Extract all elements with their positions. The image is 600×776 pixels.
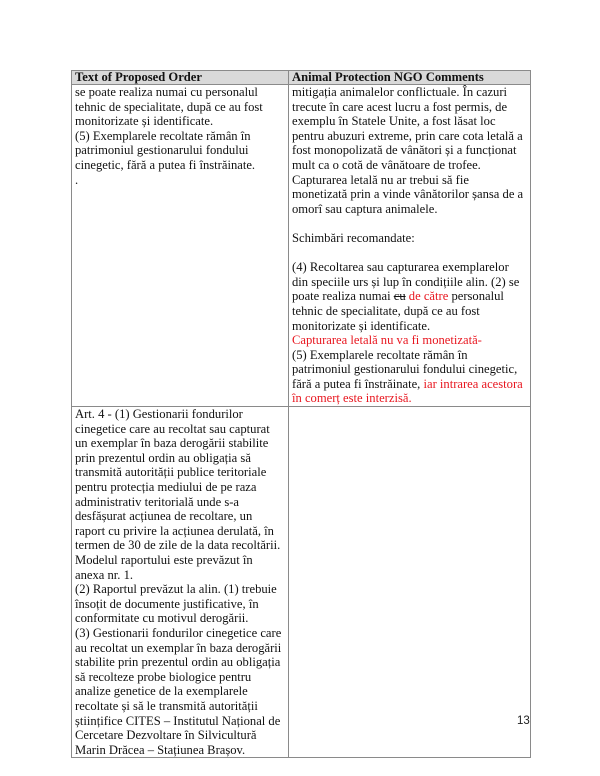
table-header-row xyxy=(72,71,531,85)
page-number: 13 xyxy=(517,715,530,727)
inserted-text: de către xyxy=(405,289,449,304)
order-paragraph: . xyxy=(75,172,79,187)
order-paragraph: (2) Raportul prevăzut la alin. (1) trebuie însoțit de documente justificative, în conformitate cu motivul derogării. xyxy=(75,582,277,626)
inserted-text: iar intrarea acestora în comerț este interzisă. xyxy=(292,376,523,406)
order-paragraph: (5) Exemplarele recoltate rămân în patrimoniul gestionarului fondului cinegetic, fără a putea fi înstrăinate. xyxy=(75,128,256,172)
order-paragraph: Art. 4 - (1) Gestionarii fondurilor cinegetice care au recoltat sau capturat un exemplar în baza derogării stabilite prin prezentul ordin au obligația să transmită autorității publice teritoriale pentru protecția mediului de pe raza administrativ teritorială unde s-a desfășurat acțiunea de recoltare, un raport cu privire la acțiunea derulată, în termen de 30 de zile de la data recoltării. Modelul raportului este prevăzut în anexa nr. 1. xyxy=(75,407,281,582)
ngo-comment-cell xyxy=(289,85,531,407)
header-proposed-order: Text of Proposed Order xyxy=(72,71,289,85)
ngo-comment-cell-empty xyxy=(289,407,531,758)
order-text-cell xyxy=(72,407,289,758)
para4-text: personalul tehnic de specialitate, după ce au fost monitorizate și identificate. xyxy=(292,289,504,333)
comment-paragraph: mitigația animalelor conflictuale. În cazuri trecute în care acest lucru a fost permis, de exemplu în Statele Unite, a fost lăsat loc pentru abuzuri extreme, prin care cota letală a fost monopolizată de vânători și a funcționat mult ca o cotă de vânătoare de trofee. xyxy=(292,85,523,172)
comparison-table xyxy=(71,70,531,758)
para4-text: (4) Recoltarea sau capturarea exemplarelor din speciile urs și lup în condițiile alin. (2) se poate realiza numai xyxy=(292,260,520,304)
order-paragraph: se poate realiza numai cu personalul tehnic de specialitate, după ce au fost monitorizate și identificate. xyxy=(75,85,263,129)
recommended-para-5 xyxy=(292,348,527,406)
order-text-cell xyxy=(72,85,289,407)
recommended-para-4 xyxy=(292,260,527,333)
order-paragraph: (3) Gestionarii fondurilor cinegetice care au recoltat un exemplar în baza derogării stabilite prin prezentul ordin au obligația să recolteze probe biologice pentru analize genetice de la exemplarele recoltate și să le transmită autorității științifice CITES – Institutul Național de Cercetare Dezvoltare în Silvicultură Marin Drăcea – Stațiunea Brașov. xyxy=(75,625,282,757)
recommended-changes-heading: Schimbări recomandate: xyxy=(292,230,415,245)
table-row xyxy=(72,85,531,407)
inserted-line: Capturarea letală nu va fi monetizată- xyxy=(292,333,482,348)
table-row xyxy=(72,407,531,758)
para5-text: (5) Exemplarele recoltate rămân în patrimoniul gestionarului fondului cinegetic, fără a putea fi înstrăinate, xyxy=(292,347,518,391)
comment-paragraph: Capturarea letală nu ar trebui să fie monetizată prin a vinde vânătorilor șansa de a omorî sau captura animalele. xyxy=(292,172,524,216)
header-ngo-comments: Animal Protection NGO Comments xyxy=(289,71,531,85)
deleted-text: cu xyxy=(393,289,406,304)
